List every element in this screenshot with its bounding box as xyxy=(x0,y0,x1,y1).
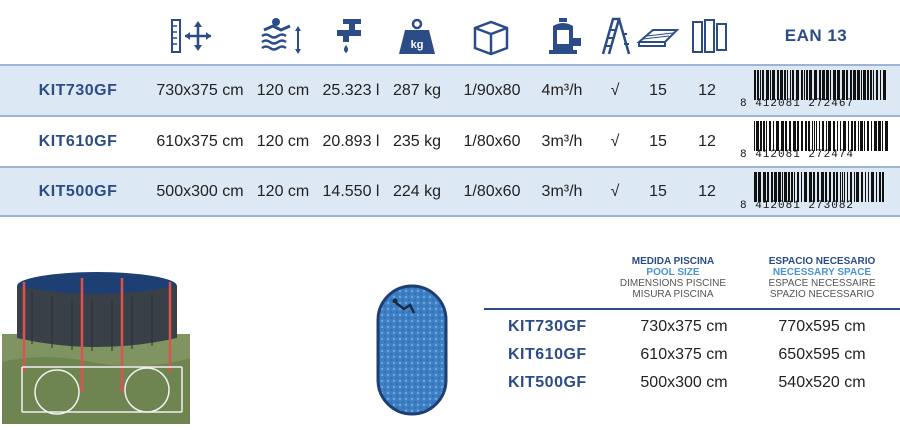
ladder-check: √ xyxy=(610,81,620,99)
box-size: 1/80x60 xyxy=(463,182,521,200)
divider xyxy=(484,308,900,310)
pool-size: 730x375 cm xyxy=(640,318,728,335)
weight: 235 kg xyxy=(392,132,442,150)
table-row xyxy=(484,318,900,346)
filter-icon xyxy=(540,14,586,58)
pool-size: 610x375 cm xyxy=(156,132,244,150)
pool-size-header xyxy=(598,256,748,300)
rods-value: 12 xyxy=(698,81,716,99)
pool-top-view xyxy=(374,283,450,417)
box-icon xyxy=(468,14,514,58)
barcode-bars xyxy=(754,121,888,151)
barcode-bars xyxy=(754,70,888,100)
water-volume-icon xyxy=(328,14,374,58)
ean-number: 8 412081 273082 xyxy=(740,200,855,212)
pool-photo xyxy=(2,252,190,424)
water-volume: 14.550 l xyxy=(322,182,380,200)
ean-number: 8 412081 272474 xyxy=(740,149,855,161)
model-name: KIT610GF xyxy=(508,346,587,363)
necessary-space: 770x595 cm xyxy=(778,318,866,335)
header-fr: ESPACE NECESSAIRE xyxy=(768,278,876,289)
cover-icon xyxy=(634,14,680,58)
ladder-check: √ xyxy=(610,182,620,200)
header-fr: DIMENSIONS PISCINE xyxy=(619,278,727,289)
cover-value: 15 xyxy=(649,182,667,200)
cover-value: 15 xyxy=(649,81,667,99)
table-row xyxy=(484,346,900,374)
header-en: POOL SIZE xyxy=(646,267,700,278)
barcode xyxy=(740,172,890,214)
table-row xyxy=(484,374,900,402)
barcode xyxy=(740,70,890,112)
filter-flow: 4m³/h xyxy=(541,81,583,99)
spec-rows xyxy=(0,64,900,217)
filter-flow: 3m³/h xyxy=(541,132,583,150)
pool-size: 500x300 cm xyxy=(640,374,728,391)
svg-text:kg: kg xyxy=(410,39,424,51)
weight: 224 kg xyxy=(392,182,442,200)
water-volume: 25.323 l xyxy=(322,81,380,99)
necessary-space: 540x520 cm xyxy=(778,374,866,391)
spec-header-icons xyxy=(0,10,900,62)
table-row xyxy=(0,166,900,217)
barcode xyxy=(740,121,890,163)
pool-depth: 120 cm xyxy=(256,182,310,200)
box-size: 1/90x80 xyxy=(463,81,521,99)
table-row xyxy=(0,64,900,115)
rods-value: 12 xyxy=(698,182,716,200)
dimensions-icon xyxy=(168,14,214,58)
model-name: KIT500GF xyxy=(38,182,118,200)
necessary-space-header xyxy=(746,256,898,300)
rods-icon xyxy=(686,14,732,58)
depth-icon xyxy=(258,14,304,58)
box-size: 1/80x60 xyxy=(463,132,521,150)
table-row xyxy=(0,115,900,166)
pool-depth: 120 cm xyxy=(256,81,310,99)
ean-header: EAN 13 xyxy=(784,26,848,45)
header-it: MISURA PISCINA xyxy=(632,289,714,300)
header-es: MEDIDA PISCINA xyxy=(631,256,715,267)
pool-size: 610x375 cm xyxy=(640,346,728,363)
water-volume: 20.893 l xyxy=(322,132,380,150)
model-name: KIT730GF xyxy=(38,81,118,99)
ladder-check: √ xyxy=(610,132,620,150)
cover-value: 15 xyxy=(649,132,667,150)
filter-flow: 3m³/h xyxy=(541,182,583,200)
model-name: KIT500GF xyxy=(508,374,587,391)
ean-number: 8 412081 272467 xyxy=(740,98,855,110)
pool-depth: 120 cm xyxy=(256,132,310,150)
header-es: ESPACIO NECESARIO xyxy=(768,256,876,267)
model-name: KIT730GF xyxy=(508,318,587,335)
model-name: KIT610GF xyxy=(38,132,118,150)
necessary-space: 650x595 cm xyxy=(778,346,866,363)
pool-size: 730x375 cm xyxy=(156,81,244,99)
dimensions-table xyxy=(484,252,900,422)
weight: 287 kg xyxy=(392,81,442,99)
header-en: NECESSARY SPACE xyxy=(772,267,872,278)
header-it: SPAZIO NECESSARIO xyxy=(769,289,875,300)
barcode-bars xyxy=(754,172,888,202)
pool-size: 500x300 cm xyxy=(156,182,244,200)
weight-icon xyxy=(394,14,440,58)
rods-value: 12 xyxy=(698,132,716,150)
